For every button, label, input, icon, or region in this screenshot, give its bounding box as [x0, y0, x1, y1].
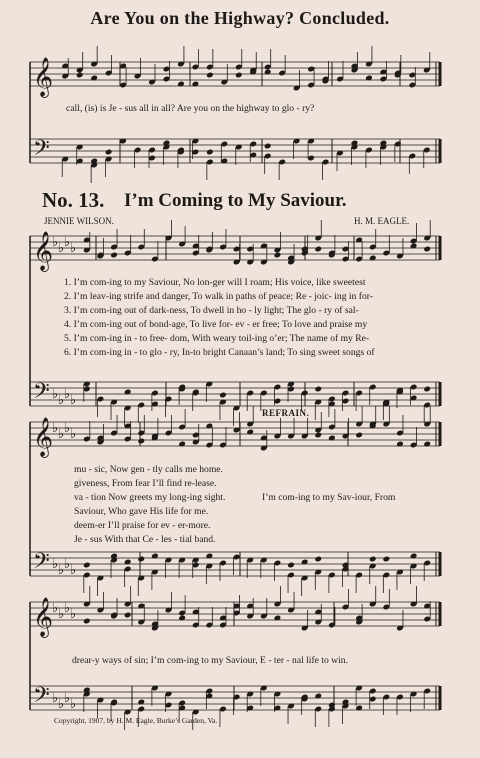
flat-sign: ♭ — [70, 697, 77, 712]
flat-sign: ♭ — [58, 241, 65, 256]
flat-sign: ♭ — [58, 697, 65, 712]
flat-sign: ♭ — [70, 607, 77, 622]
notehead — [355, 432, 363, 439]
bass-clef: 𝄢 — [33, 136, 50, 166]
flat-sign: ♭ — [70, 563, 77, 578]
notehead — [369, 556, 377, 563]
notehead — [206, 72, 214, 79]
notehead — [383, 556, 391, 563]
verse-ending: deem-er I’ll praise for ev - er-more. — [74, 520, 211, 531]
refrain-lyric: I’m com-ing to my Sav-iour, From — [262, 492, 396, 503]
flat-sign: ♭ — [52, 235, 59, 250]
refrain-lyric: drear-y ways of sin; I’m com-ing to my Saviour, E - ter - nal life to win. — [72, 655, 348, 666]
notehead — [137, 438, 145, 445]
flat-sign: ♭ — [58, 563, 65, 578]
verse-line: 6. I’m com-ing in - to glo - ry, In-to bright Canaan’s land; To sing sweet songs of — [64, 347, 375, 358]
page-title: Are You on the Highway? Concluded. — [90, 8, 390, 28]
notehead — [83, 618, 91, 625]
notehead — [76, 72, 84, 79]
notehead — [314, 386, 322, 393]
notehead — [206, 149, 214, 156]
flat-sign: ♭ — [70, 427, 77, 442]
flat-sign: ♭ — [70, 393, 77, 408]
flat-sign: ♭ — [52, 691, 59, 706]
treble-clef: 𝄞 — [33, 57, 54, 97]
refrain-label: REFRAIN. — [262, 408, 310, 418]
flat-sign: ♭ — [64, 557, 71, 572]
notehead — [105, 149, 113, 156]
notehead — [137, 556, 145, 563]
notehead — [264, 143, 272, 150]
notehead — [124, 612, 132, 619]
notehead — [274, 252, 282, 259]
notehead — [83, 562, 91, 569]
bass-clef: 𝄢 — [33, 379, 50, 409]
verse-line: 2. I’m leav-ing strife and danger, To walk in paths of peace; Re - joic- ing in for- — [64, 291, 373, 302]
flat-sign: ♭ — [64, 691, 71, 706]
notehead — [110, 252, 118, 259]
flat-sign: ♭ — [58, 427, 65, 442]
flat-sign: ♭ — [52, 387, 59, 402]
flat-sign: ♭ — [52, 601, 59, 616]
verse-ending: va - tion Now greets my long-ing sight. — [74, 492, 226, 503]
flat-sign: ♭ — [64, 421, 71, 436]
verse-ending: mu - sic, Now gen - tly calls me home. — [74, 464, 223, 475]
notehead — [219, 392, 227, 399]
notehead — [423, 386, 431, 393]
notehead — [314, 432, 322, 439]
notehead — [423, 246, 431, 253]
verse-ending: Saviour, Who gave His life for me. — [74, 506, 209, 517]
author-credit: JENNIE WILSON. — [44, 216, 114, 226]
verse-line: 3. I’m com-ing out of dark-ness, To dwell in ho - ly light; The glo - ry of sal- — [64, 305, 359, 316]
notehead — [235, 72, 243, 79]
notehead — [314, 556, 322, 563]
bass-clef: 𝄢 — [33, 549, 50, 579]
notehead — [287, 562, 295, 569]
verse-line: 1. I’m com-ing to my Saviour, No lon-ger will I roam; His voice, like sweetest — [64, 277, 366, 288]
copyright-notice: Copyright, 1907, by H. M. Eagle, Burke’s Garden, Va. — [54, 716, 218, 725]
flat-sign: ♭ — [52, 557, 59, 572]
treble-clef: 𝄞 — [33, 231, 54, 271]
hymn-title: I’m Coming to My Saviour. — [124, 190, 347, 211]
flat-sign: ♭ — [64, 601, 71, 616]
verse-line: 4. I’m com-ing out of bond-age, To live for- ev - er free; To love and praise my — [64, 319, 368, 330]
flat-sign: ♭ — [64, 235, 71, 250]
flat-sign: ♭ — [52, 421, 59, 436]
treble-clef: 𝄞 — [33, 597, 54, 637]
bass-clef: 𝄢 — [33, 683, 50, 713]
lyric-line: call, (is) is Je - sus all in all? Are you on the highway to glo - ry? — [66, 103, 315, 114]
notehead — [314, 246, 322, 253]
flat-sign: ♭ — [70, 241, 77, 256]
verse-ending: giveness, From fear I’ll find re-lease. — [74, 478, 217, 489]
flat-sign: ♭ — [58, 393, 65, 408]
verse-line: 5. I’m com-ing in - to free- dom, With weary toil-ing o’er; The name of my Re- — [64, 333, 370, 344]
verse-ending: Je - sus With that Ce - les - tial band. — [74, 534, 216, 545]
composer-credit: H. M. EAGLE. — [354, 216, 410, 226]
treble-clef: 𝄞 — [33, 417, 54, 457]
flat-sign: ♭ — [64, 387, 71, 402]
flat-sign: ♭ — [58, 607, 65, 622]
hymn-number: No. 13. — [42, 188, 105, 212]
